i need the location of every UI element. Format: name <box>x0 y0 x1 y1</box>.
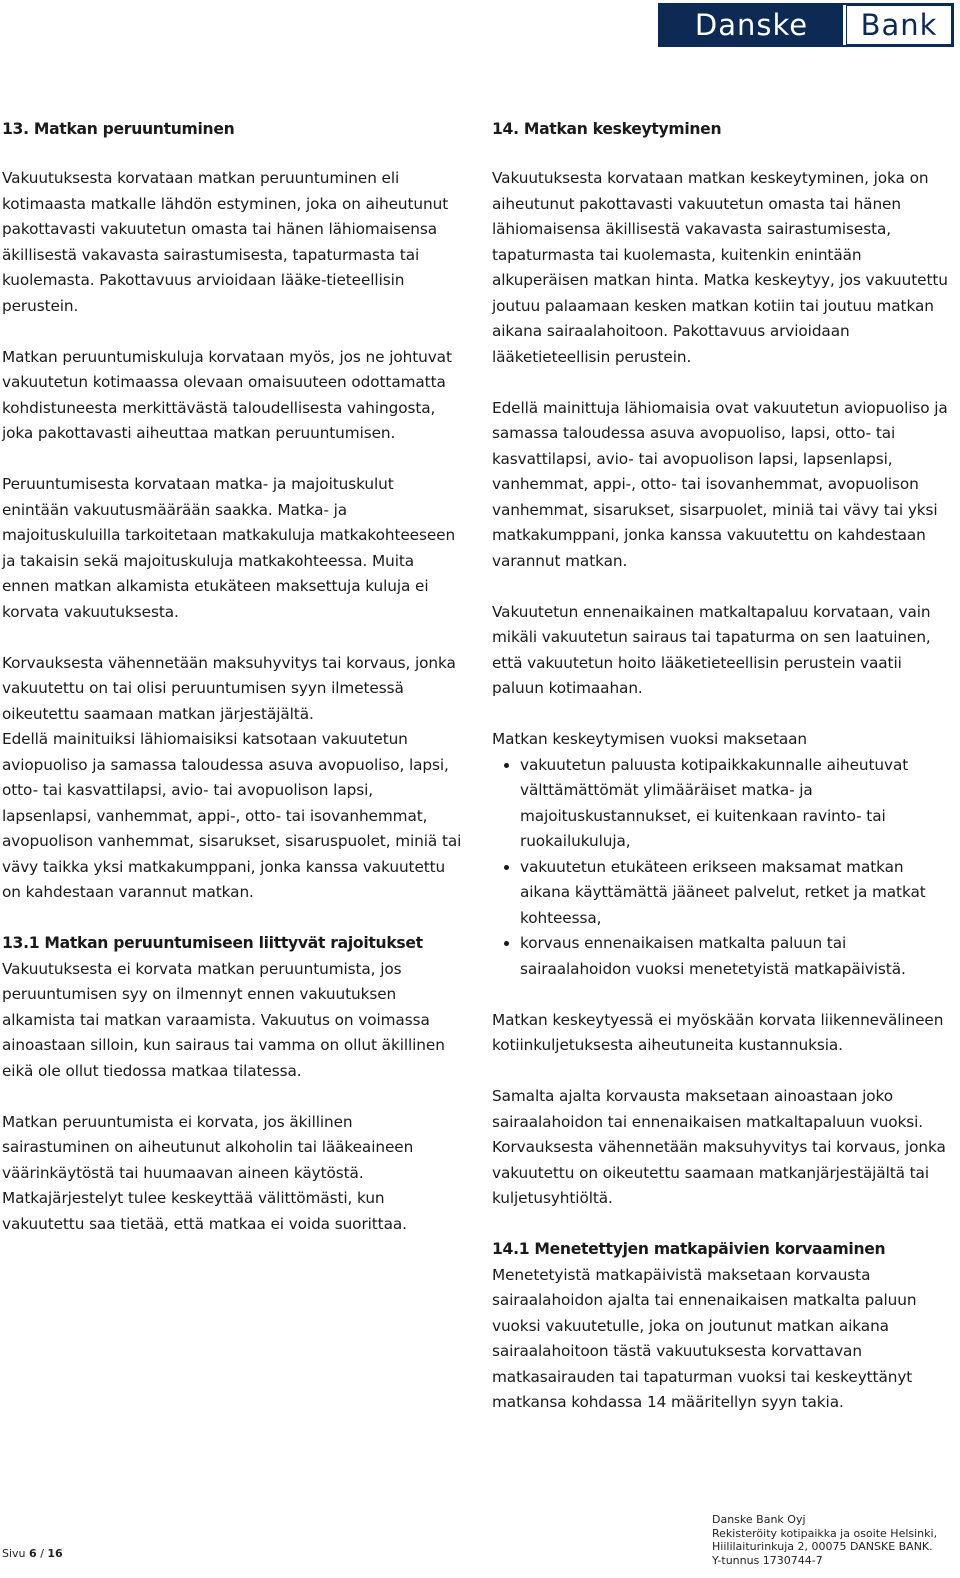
page-number <box>2 1547 63 1560</box>
section-14-paragraph-2: Edellä mainittuja lähiomaisia ovat vakuutetun aviopuoliso ja samassa taloudessa asuva avopuoliso, lapsi, otto- tai kasvattilapsi, avio- tai avopuolison lapsi, lapsenlapsi, vanhemmat, appi-, otto- tai isovanhemmat, avopuolison vanhemmat, sisarukset, sisarpuolet, miniä tai vävy tai yksi matkakumppani, jonka kanssa vakuutettu on kahdestaan varannut matkan. <box>492 398 948 570</box>
section-13-heading: 13. Matkan peruuntuminen <box>2 120 235 138</box>
section-13-paragraph-3: Peruuntumisesta korvataan matka- ja majoituskulut enintään vakuutusmäärään saakka. Matka- ja majoituskuluilla tarkoitetaan matkakuluja matkakohteeseen ja takaisin sekä majoituskuluja matkakohteessa. Muita ennen matkan alkamista etukäteen maksettuja kuluja ei korvata vakuutuksesta. <box>2 475 456 621</box>
logo-text-danske: Danske <box>660 5 843 45</box>
logo-divider <box>843 5 846 45</box>
page-total: 16 <box>47 1547 63 1560</box>
section-14-list <box>492 753 954 983</box>
section-14-paragraph-3: Vakuutetun ennenaikainen matkaltapaluu korvataan, vain mikäli vakuutetun sairaus tai tapaturma on sen laatuinen, että vakuutetun hoito lääketieteellisin perustein vaatii paluun kotimaahan. <box>492 602 931 697</box>
danske-bank-logo <box>658 3 954 47</box>
section-14-1-paragraph-1: Menetetyistä matkapäivistä maksetaan korvausta sairaalahoidon ajalta tai ennenaikaisen matkalta paluun vuoksi vakuutetulle, joka on joutunut matkan aikana sairaalahoitoon tästä vakuutuksesta korvattavan matkasairauden tai tapaturman vuoksi tai keskeyttänyt matkansa kohdassa 14 määritellyn syyn takia. <box>492 1265 917 1411</box>
section-13-paragraph-1: Vakuutuksesta korvataan matkan peruuntuminen eli kotimaasta matkalle lähdön estyminen, joka on aiheutunut pakottavasti vakuutetun omasta tai hänen lähiomaisensa äkillisestä vakavasta sairastumisesta, tapaturmasta tai kuolemasta. Pakottavuus arvioidaan lääke-tieteellisin perustein. <box>2 169 449 315</box>
section-14-paragraph-4: Matkan keskeytyessä ei myöskään korvata liikennevälineen kotiinkuljetuksesta aiheutuneita kustannuksia. <box>492 1010 944 1054</box>
page-label: Sivu <box>2 1547 26 1560</box>
section-13-1-heading: 13.1 Matkan peruuntumiseen liittyvät rajoitukset <box>2 934 423 952</box>
section-14-heading: 14. Matkan keskeytyminen <box>492 120 722 138</box>
section-14-paragraph-5: Samalta ajalta korvausta maksetaan ainoastaan joko sairaalahoidon tai ennenaikaisen matkaltapaluun vuoksi. Korvauksesta vähennetään maksuhyvitys tai korvaus, jonka vakuutettu on oikeutettu saamaan matkanjärjestäjältä tai kuljetusyhtiöltä. <box>492 1087 946 1207</box>
list-item: • korvaus ennenaikaisen matkalta paluun tai sairaalahoidon vuoksi menetetyistä matkapäivistä. <box>520 931 954 982</box>
section-13-1-paragraph-1: Vakuutuksesta ei korvata matkan peruuntumista, jos peruuntumisen syy on ilmennyt ennen vakuutuksen alkamista tai matkan varaamista. Vakuutus on voimassa ainoastaan silloin, kun sairaus tai vamma on ollut äkillinen eikä ole ollut tiedossa matkaa tilatessa. <box>2 959 445 1080</box>
section-14-list-intro: Matkan keskeytymisen vuoksi maksetaan <box>492 730 808 748</box>
list-item: • vakuutetun paluusta kotipaikkakunnalle aiheutuvat välttämättömät ylimääräiset matka- ja majoituskustannukset, ei kuitenkaan ravinto- tai ruokailukuluja, <box>520 753 954 855</box>
company-info <box>712 1513 958 1567</box>
section-13-1-paragraph-2: Matkan peruuntumista ei korvata, jos äkillinen sairastuminen on aiheutunut alkoholin tai lääkeaineen väärinkäytöstä tai huumaavan aineen käytöstä. Matkajärjestelyt tulee keskeyttää välittömästi, kun vakuutettu saa tietää, että matkaa ei voida suorittaa. <box>2 1112 414 1233</box>
list-item: • vakuutetun etukäteen erikseen maksamat matkan aikana käyttämättä jääneet palvelut, retket ja matkat kohteessa, <box>520 855 954 932</box>
section-14-1-heading: 14.1 Menetettyjen matkapäivien korvaaminen <box>492 1240 886 1258</box>
logo-text-bank: Bank <box>847 6 951 44</box>
section-14-paragraph-1: Vakuutuksesta korvataan matkan keskeytyminen, joka on aiheutunut pakottavasti vakuutetun omasta tai hänen lähiomaisensa äkillisestä vakavasta sairastumisesta, tapaturmasta tai kuolemasta, kuitenkin enintään alkuperäisen matkan hinta. Matka keskeytyy, jos vakuutettu joutuu palaamaan kesken matkan kotiin tai joutuu matkan aikana sairaalahoitoon. Pakottavuus arvioidaan lääketieteellisin perustein. <box>492 169 948 366</box>
right-column <box>492 116 954 1441</box>
page-separator: / <box>40 1547 44 1560</box>
section-13-paragraph-4: Korvauksesta vähennetään maksuhyvitys tai korvaus, jonka vakuutettu on tai olisi peruuntumisen syyn ilmetessä oikeutettu saamaan matkan järjestäjältä. <box>2 653 456 723</box>
company-business-id: Y-tunnus 1730744-7 <box>712 1553 823 1567</box>
section-13-paragraph-2: Matkan peruuntumiskuluja korvataan myös, jos ne johtuvat vakuutetun kotimaassa olevaan omaisuuteen odottamatta kohdistuneesta merkittävästä taloudellisesta vahingosta, joka pakottavasti aiheuttaa matkan peruuntumisen. <box>2 347 452 442</box>
company-address: Hiililaiturinkuja 2, 00075 DANSKE BANK. <box>712 1540 933 1553</box>
company-name: Danske Bank Oyj <box>712 1513 806 1526</box>
section-13-paragraph-5: Edellä mainituiksi lähiomaisiksi katsotaan vakuutetun aviopuoliso ja samassa taloudessa asuva avopuoliso, lapsi, otto- tai kasvattilapsi, avio- tai avopuolison lapsi, lapsenlapsi, vanhemmat, appi-, otto- tai isovanhemmat, avopuolison vanhemmat, sisarukset, sisaruspuolet, miniä tai vävy taikka yksi matkakumppani, jonka kanssa vakuutettu on kahdestaan varannut matkan. <box>2 730 462 901</box>
company-registration: Rekisteröity kotipaikka ja osoite Helsinki, <box>712 1526 938 1540</box>
left-column <box>2 116 464 1263</box>
page-current: 6 <box>29 1547 37 1560</box>
